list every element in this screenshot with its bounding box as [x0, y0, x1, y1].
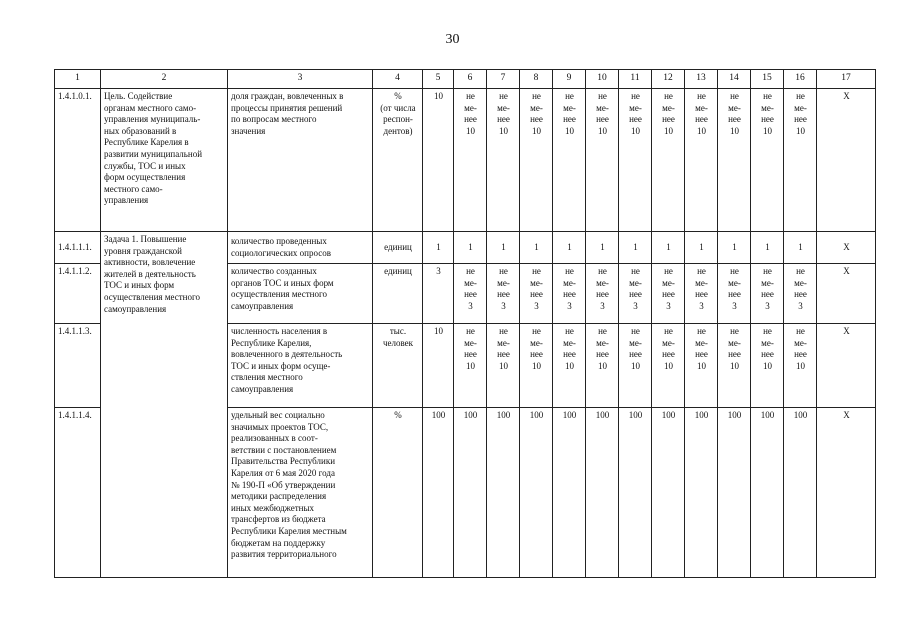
row-code: 1.4.1.1.4.	[55, 408, 101, 578]
value-cell: не ме- нее 3	[718, 264, 751, 324]
header-cell: 4	[373, 70, 423, 89]
base-value-cell: 10	[423, 89, 454, 232]
value-cell: не ме- нее 10	[784, 324, 817, 408]
value-cell: 100	[652, 408, 685, 578]
value-cell: не ме- нее 10	[586, 89, 619, 232]
value-cell: 100	[784, 408, 817, 578]
value-cell: 1	[685, 232, 718, 264]
value-cell: не ме- нее 3	[751, 264, 784, 324]
value-cell: не ме- нее 10	[520, 89, 553, 232]
value-cell: не ме- нее 10	[520, 324, 553, 408]
last-cell: X	[817, 324, 876, 408]
unit-cell: %	[373, 408, 423, 578]
value-cell: 100	[520, 408, 553, 578]
value-cell: 100	[454, 408, 487, 578]
header-cell: 5	[423, 70, 454, 89]
value-cell: не ме- нее 10	[454, 324, 487, 408]
value-cell: 100	[685, 408, 718, 578]
value-cell: не ме- нее 3	[685, 264, 718, 324]
value-cell: 1	[487, 232, 520, 264]
value-cell: 1	[652, 232, 685, 264]
last-cell: X	[817, 89, 876, 232]
value-cell: не ме- нее 3	[652, 264, 685, 324]
value-cell: не ме- нее 3	[784, 264, 817, 324]
header-cell: 12	[652, 70, 685, 89]
value-cell: не ме- нее 10	[487, 324, 520, 408]
last-cell: X	[817, 264, 876, 324]
unit-cell: тыс. человек	[373, 324, 423, 408]
value-cell: не ме- нее 3	[520, 264, 553, 324]
value-cell: 100	[553, 408, 586, 578]
value-cell: не ме- нее 10	[784, 89, 817, 232]
value-cell: 1	[784, 232, 817, 264]
base-value-cell: 3	[423, 264, 454, 324]
header-cell: 15	[751, 70, 784, 89]
indicators-table	[54, 69, 876, 578]
value-cell: 100	[619, 408, 652, 578]
row-code: 1.4.1.1.2.	[55, 264, 101, 324]
value-cell: не ме- нее 10	[454, 89, 487, 232]
header-cell: 9	[553, 70, 586, 89]
value-cell: не ме- нее 10	[751, 324, 784, 408]
value-cell: не ме- нее 10	[751, 89, 784, 232]
unit-cell: единиц	[373, 232, 423, 264]
indicator-cell: количество проведенных социологических опросов	[228, 232, 373, 264]
value-cell: 1	[454, 232, 487, 264]
last-cell: X	[817, 408, 876, 578]
header-cell: 17	[817, 70, 876, 89]
base-value-cell: 100	[423, 408, 454, 578]
header-cell: 14	[718, 70, 751, 89]
value-cell: 1	[718, 232, 751, 264]
header-cell: 1	[55, 70, 101, 89]
base-value-cell: 10	[423, 324, 454, 408]
value-cell: не ме- нее 10	[652, 324, 685, 408]
header-cell: 8	[520, 70, 553, 89]
unit-cell: единиц	[373, 264, 423, 324]
header-cell: 6	[454, 70, 487, 89]
value-cell: не ме- нее 10	[685, 324, 718, 408]
header-cell: 11	[619, 70, 652, 89]
value-cell: не ме- нее 10	[553, 324, 586, 408]
task-cell: Задача 1. Повышение уровня гражданской активности, вовлечение жителей в деятельность ТОС и иных форм осуществления местного самоуправления	[101, 232, 228, 578]
value-cell: не ме- нее 10	[619, 89, 652, 232]
value-cell: не ме- нее 10	[619, 324, 652, 408]
value-cell: 1	[553, 232, 586, 264]
value-cell: 100	[751, 408, 784, 578]
value-cell: 1	[520, 232, 553, 264]
row-code: 1.4.1.0.1.	[55, 89, 101, 232]
value-cell: 1	[751, 232, 784, 264]
indicator-cell: количество созданных органов ТОС и иных форм осуществления местного самоуправления	[228, 264, 373, 324]
value-cell: не ме- нее 3	[487, 264, 520, 324]
indicator-cell: численность населения в Республике Карелия, вовлеченного в деятельность ТОС и иных форм осуще- ствления местного самоуправления	[228, 324, 373, 408]
value-cell: не ме- нее 3	[619, 264, 652, 324]
header-cell: 16	[784, 70, 817, 89]
indicator-cell: доля граждан, вовлеченных в процессы принятия решений по вопросам местного значения	[228, 89, 373, 232]
value-cell: не ме- нее 10	[718, 89, 751, 232]
goal-cell: Цель. Содействие органам местного само- управления муниципаль- ных образований в Республике Карелия в развитии муниципальной службы, ТОС и иных форм осуществления местного само- управления	[101, 89, 228, 232]
value-cell: не ме- нее 10	[586, 324, 619, 408]
header-cell: 3	[228, 70, 373, 89]
indicator-cell: удельный вес социально значимых проектов ТОС, реализованных в соот- ветствии с постановлением Правительства Республики Карелия от 6 мая 2020 года № 190-П «Об утверждении методики распределения иных межбюджетных трансфертов из бюджета Республики Карелия местным бюджетам на поддержку развития территориального	[228, 408, 373, 578]
value-cell: 1	[586, 232, 619, 264]
value-cell: не ме- нее 10	[553, 89, 586, 232]
value-cell: не ме- нее 10	[652, 89, 685, 232]
value-cell: не ме- нее 3	[586, 264, 619, 324]
unit-cell: % (от числа респон- дентов)	[373, 89, 423, 232]
header-cell: 13	[685, 70, 718, 89]
row-code: 1.4.1.1.3.	[55, 324, 101, 408]
header-cell: 2	[101, 70, 228, 89]
value-cell: 100	[718, 408, 751, 578]
row-code: 1.4.1.1.1.	[55, 232, 101, 264]
value-cell: 1	[619, 232, 652, 264]
table-row	[55, 89, 876, 232]
last-cell: X	[817, 232, 876, 264]
value-cell: не ме- нее 10	[487, 89, 520, 232]
value-cell: 100	[487, 408, 520, 578]
header-row	[55, 70, 876, 89]
value-cell: не ме- нее 3	[454, 264, 487, 324]
base-value-cell: 1	[423, 232, 454, 264]
table-row	[55, 232, 876, 264]
value-cell: 100	[586, 408, 619, 578]
header-cell: 7	[487, 70, 520, 89]
value-cell: не ме- нее 10	[685, 89, 718, 232]
value-cell: не ме- нее 3	[553, 264, 586, 324]
page-number: 30	[445, 32, 460, 47]
value-cell: не ме- нее 10	[718, 324, 751, 408]
header-cell: 10	[586, 70, 619, 89]
